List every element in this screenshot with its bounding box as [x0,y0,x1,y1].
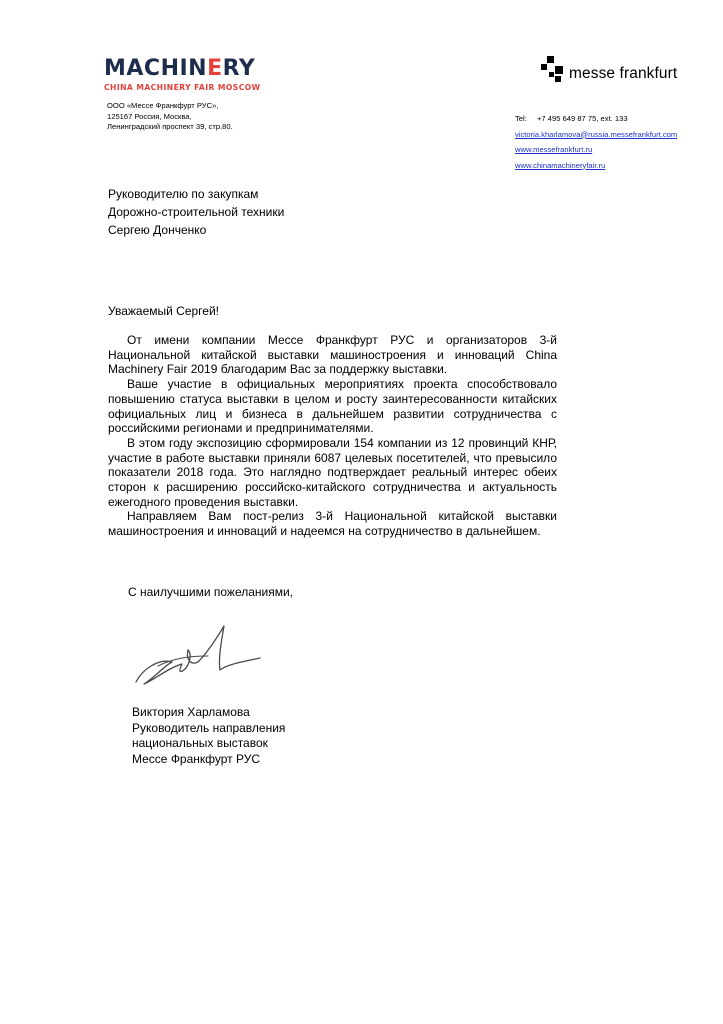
logo-wordmark-part1: MACHIN [104,56,208,81]
china-machinery-fair-logo [104,58,304,92]
body-paragraph: Ваше участие в официальных мероприятиях проекта способствовало повышению статуса выставки в целом и росту заинтересованности китайских официальных лиц и бизнеса в дальнейшем развитии сотрудничества с российскими регионами и предпринимателями. [108,377,557,436]
phone-number: +7 495 649 87 75, ext. 133 [537,114,628,123]
addressee-line: Руководителю по закупкам [108,187,259,201]
logo-subtitle: CHINA MACHINERY FAIR MOSCOW [104,83,261,92]
salutation: Уважаемый Сергей! [108,304,219,318]
sender-address-line: ООО «Мессе Франкфурт РУС», [107,101,219,110]
phone-label: Tel: [515,114,527,123]
sender-address-line: 125167 Россия, Москва, [107,111,192,121]
closing-line: С наилучшими пожеланиями, [128,585,294,599]
messe-frankfurt-logo [541,56,701,86]
letter-body [108,333,557,539]
logo-wordmark-part2: RY [222,56,256,81]
messe-frankfurt-mark-icon [541,56,569,86]
sender-address [107,101,233,133]
handwritten-signature [128,622,268,692]
contact-block [515,111,677,173]
email-link[interactable]: victoria.kharlamova@russia.messefrankfurt.com [515,129,678,139]
signer-title: национальных выставок [132,736,268,751]
addressee-block [108,185,284,239]
logo-wordmark-accent: E [207,56,223,81]
signer-title: Руководитель направления [132,720,286,735]
signer-block [132,705,285,767]
messe-frankfurt-wordmark: messe frankfurt [569,65,678,82]
logo-wordmark [104,58,304,80]
signer-name: Виктория Харламова [132,705,250,719]
addressee-line: Сергею Донченко [108,223,207,237]
signer-company: Мессе Франкфурт РУС [132,751,261,766]
chinamachineryfair-site-link[interactable]: www.chinamachineryfair.ru [515,160,606,170]
addressee-line: Дорожно-строительной техники [108,205,285,219]
phone-row [515,111,677,127]
body-paragraph: Направляем Вам пост-релиз 3-й Национальной китайской выставки машиностроения и инноваций и надеемся на сотрудничество в дальнейшем. [108,509,557,539]
body-paragraph: От имени компании Мессе Франкфурт РУС и организаторов 3-й Национальной китайской выставки машиностроения и инноваций China Machinery Fair 2019 благодарим Вас за поддержку выставки. [108,333,557,377]
body-paragraph: В этом году экспозицию сформировали 154 компании из 12 провинций КНР, участие в работе выставки приняли 6087 целевых посетителей, что превысило показатели 2018 года. Это наглядно подтверждает реальный интерес обеих сторон к расширению российско-китайского сотрудничества и актуальность ежегодного проведения выставки. [108,435,557,509]
sender-address-line: Ленинградский проспект 39, стр.80. [107,122,233,131]
messefrankfurt-site-link[interactable]: www.messefrankfurt.ru [515,145,593,154]
